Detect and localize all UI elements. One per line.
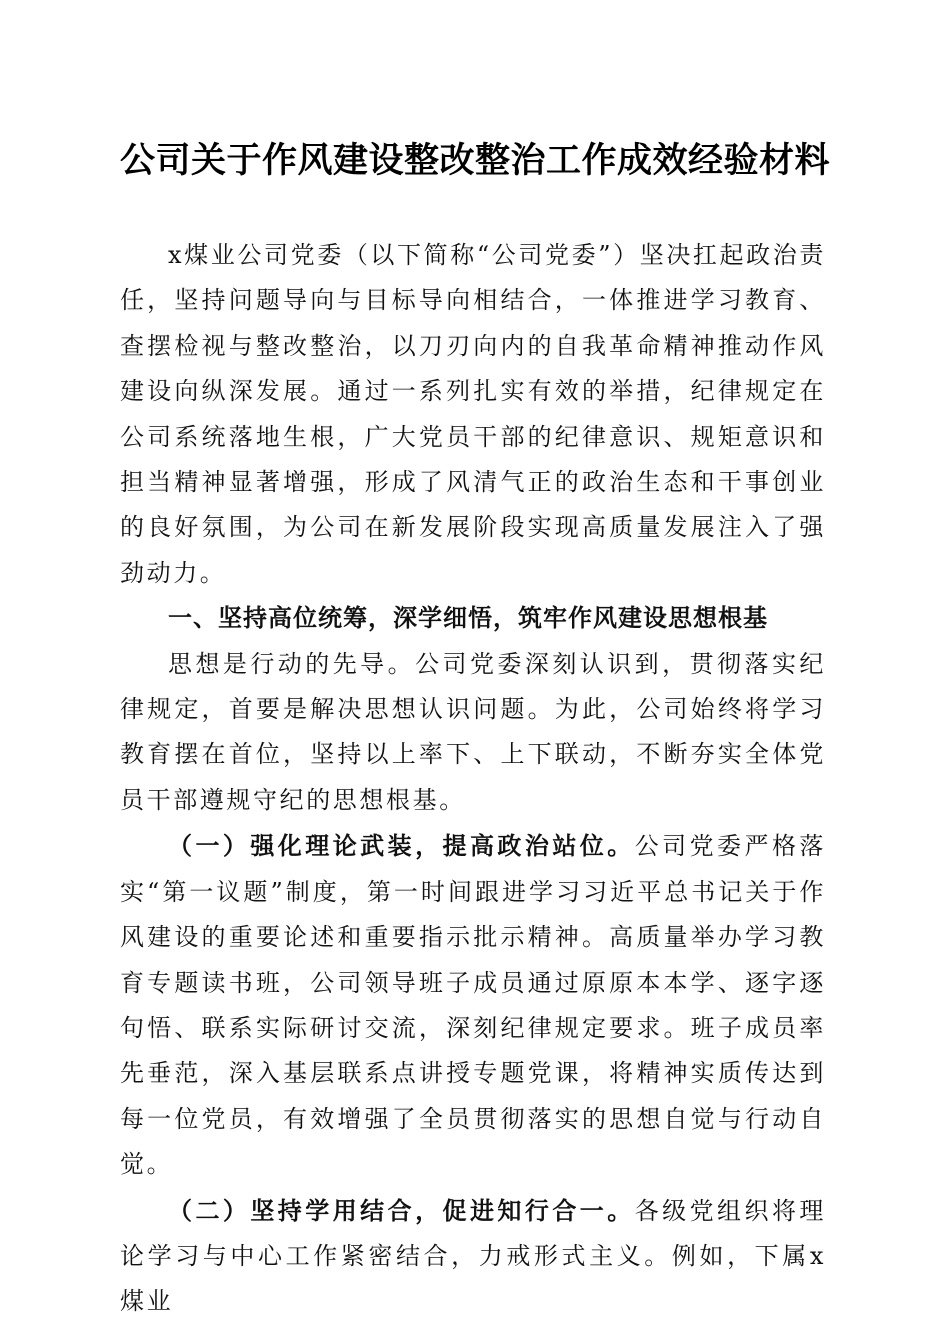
subsection-paragraph <box>120 823 826 1187</box>
document-title: 公司关于作风建设整改整治工作成效经验材料 <box>119 140 830 181</box>
subsection-paragraph <box>120 1188 826 1325</box>
subsection-lead: （一）强化理论武装，提高政治站位。 <box>168 831 635 861</box>
subsection-lead: （二）坚持学用结合，促进知行合一。 <box>168 1195 635 1225</box>
document-body <box>120 233 826 1325</box>
subsection-text: 各级党组织将理论学习与中心工作紧密结合，力戒形式主义。例如，下属x煤业 <box>120 1196 826 1316</box>
intro-paragraph: x煤业公司党委（以下简称“公司党委”）坚决扛起政治责任，坚持问题导向与目标导向相结合，一体推进学习教育、查摆检视与整改整治，以刀刃向内的自我革命精神推动作风建设向纵深发展。通过一系列扎实有效的举措，纪律规定在公司系统落地生根，广大党员干部的纪律意识、规矩意识和担当精神显著增强，形成了风清气正的政治生态和干事创业的良好氛围，为公司在新发展阶段实现高质量发展注入了强劲动力。 <box>120 241 826 587</box>
section-paragraph: 思想是行动的先导。公司党委深刻认识到，贯彻落实纪律规定，首要是解决思想认识问题。为此，公司始终将学习教育摆在首位，坚持以上率下、上下联动，不断夯实全体党员干部遵规守纪的思想根基。 <box>120 649 826 814</box>
section-heading: 一、坚持高位统筹，深学细悟，筑牢作风建设思想根基 <box>168 604 768 633</box>
subsection-text: 公司党委严格落实“第一议题”制度，第一时间跟进学习习近平总书记关于作风建设的重要论述和重要指示批示精神。高质量举办学习教育专题读书班，公司领导班子成员通过原原本本学、逐字逐句悟、联系实际研讨交流，深刻纪律规定要求。班子成员率先垂范，深入基层联系点讲授专题党课，将精神实质传达到每一位党员，有效增强了全员贯彻落实的思想自觉与行动自觉。 <box>120 832 826 1179</box>
